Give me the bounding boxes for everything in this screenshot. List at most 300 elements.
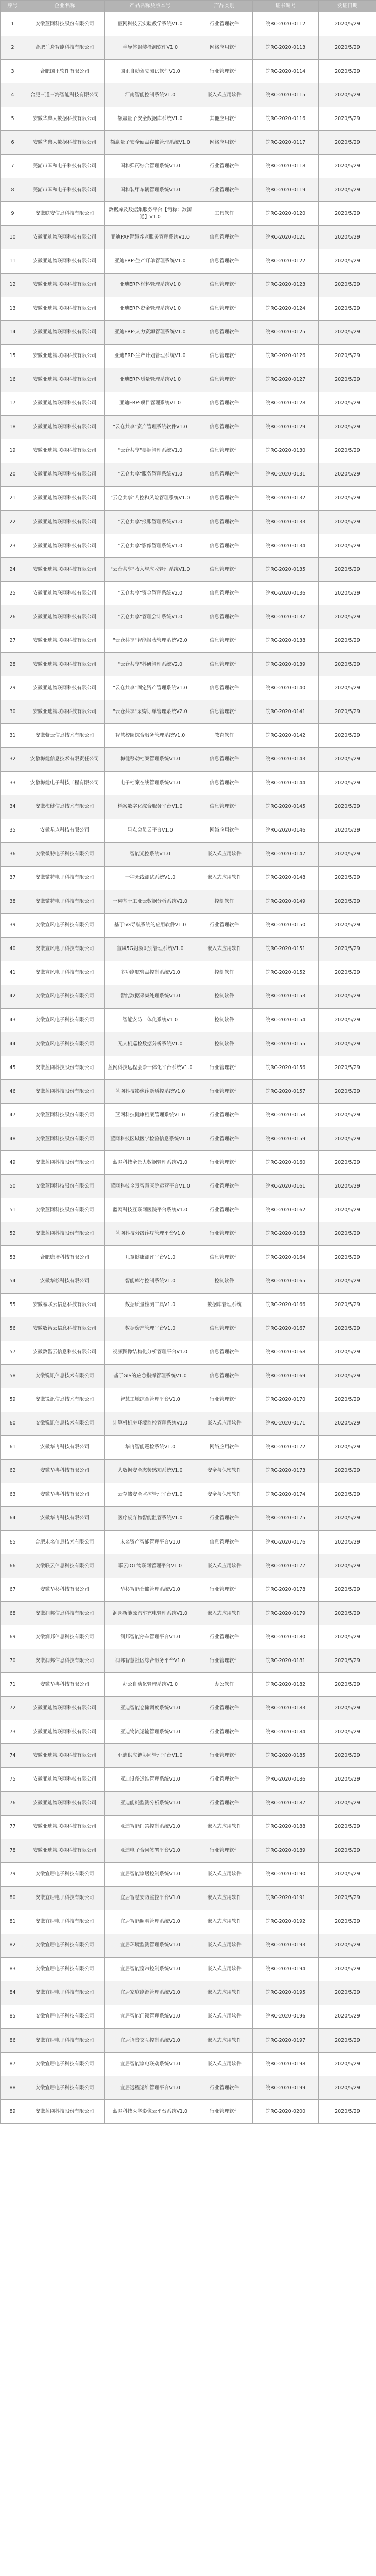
- cell-issue-date: 2020/5/29: [319, 368, 376, 392]
- header-company-name: 企业名称: [25, 1, 105, 12]
- table-header-row: [1, 1, 376, 12]
- cell-product-category: 信息管理软件: [196, 415, 253, 439]
- cell-index: 66: [1, 1554, 25, 1578]
- cell-issue-date: 2020/5/29: [319, 1815, 376, 1839]
- cell-issue-date: 2020/5/29: [319, 1673, 376, 1697]
- cell-issue-date: 2020/5/29: [319, 961, 376, 985]
- cell-product-name: 宜居智能家电联动系统V1.0: [105, 2053, 196, 2076]
- cell-index: 14: [1, 320, 25, 344]
- table-row: [1, 1720, 376, 1744]
- cell-certificate-number: 皖RC-2020-0184: [253, 1720, 319, 1744]
- cell-issue-date: 2020/5/29: [319, 2005, 376, 2028]
- cell-index: 28: [1, 653, 25, 676]
- cell-certificate-number: 皖RC-2020-0157: [253, 1080, 319, 1104]
- cell-product-name: 电子档案在线管理系统V1.0: [105, 771, 196, 795]
- table-row: [1, 653, 376, 676]
- cell-product-category: 嵌入式应用软件: [196, 83, 253, 107]
- cell-product-name: 润邦智慧社区综合服务平台V1.0: [105, 1649, 196, 1673]
- table-row: [1, 1246, 376, 1269]
- cell-issue-date: 2020/5/29: [319, 297, 376, 320]
- cell-index: 62: [1, 1459, 25, 1483]
- cell-product-name: 蓝网科技健康档案管理系统V1.0: [105, 1104, 196, 1127]
- cell-certificate-number: 皖RC-2020-0151: [253, 937, 319, 961]
- cell-certificate-number: 皖RC-2020-0149: [253, 890, 319, 913]
- cell-company-name: 安徽华杉科技有限公司: [25, 1578, 105, 1602]
- table-row: [1, 131, 376, 155]
- cell-issue-date: 2020/5/29: [319, 1293, 376, 1317]
- cell-certificate-number: 皖RC-2020-0199: [253, 2076, 319, 2100]
- table-row: [1, 1886, 376, 1910]
- cell-product-name: 蓝网科技全景智慧医院运营平台V1.0: [105, 1175, 196, 1198]
- cell-certificate-number: 皖RC-2020-0128: [253, 392, 319, 415]
- table-row: [1, 1483, 376, 1506]
- cell-company-name: 安徽亚迪物联网科技有限公司: [25, 582, 105, 605]
- table-row: [1, 1791, 376, 1815]
- cell-issue-date: 2020/5/29: [319, 439, 376, 463]
- cell-issue-date: 2020/5/29: [319, 415, 376, 439]
- cell-index: 45: [1, 1056, 25, 1080]
- cell-issue-date: 2020/5/29: [319, 510, 376, 534]
- cell-index: 52: [1, 1222, 25, 1246]
- cell-certificate-number: 皖RC-2020-0147: [253, 842, 319, 866]
- cell-certificate-number: 皖RC-2020-0140: [253, 676, 319, 700]
- cell-product-category: 行业管理软件: [196, 60, 253, 83]
- cell-company-name: 安徽亚迪物联网科技有限公司: [25, 392, 105, 415]
- cell-certificate-number: 皖RC-2020-0141: [253, 700, 319, 724]
- cell-issue-date: 2020/5/29: [319, 1697, 376, 1720]
- cell-issue-date: 2020/5/29: [319, 1412, 376, 1435]
- table-row: [1, 1862, 376, 1886]
- cell-product-category: 网络应用软件: [196, 1435, 253, 1459]
- cell-certificate-number: 皖RC-2020-0180: [253, 1625, 319, 1649]
- cell-product-category: 信息管理软件: [196, 486, 253, 510]
- cell-product-category: 嵌入式应用软件: [196, 937, 253, 961]
- cell-product-name: 润邦新能源汽车充电管理系统V1.0: [105, 1602, 196, 1625]
- cell-certificate-number: 皖RC-2020-0162: [253, 1198, 319, 1222]
- cell-certificate-number: 皖RC-2020-0114: [253, 60, 319, 83]
- cell-company-name: 安徽华冉科技有限公司: [25, 1506, 105, 1530]
- cell-company-name: 安徽宜居电子科技有限公司: [25, 2053, 105, 2076]
- table-row: [1, 1175, 376, 1198]
- cell-index: 40: [1, 937, 25, 961]
- cell-product-category: 嵌入式应用软件: [196, 1934, 253, 1957]
- cell-product-name: 大数据安全态势感知系统V1.0: [105, 1459, 196, 1483]
- cell-issue-date: 2020/5/29: [319, 1886, 376, 1910]
- cell-product-name: 星点会员云平台V1.0: [105, 819, 196, 842]
- cell-company-name: 安徽联云信息科技有限公司: [25, 1554, 105, 1578]
- cell-product-category: 信息管理软件: [196, 297, 253, 320]
- table-row: [1, 202, 376, 226]
- cell-product-category: 信息管理软件: [196, 1531, 253, 1554]
- cell-company-name: 安徽华冉科技有限公司: [25, 1435, 105, 1459]
- cell-issue-date: 2020/5/29: [319, 320, 376, 344]
- table-row: [1, 273, 376, 297]
- cell-company-name: 安徽亚迪物联网科技有限公司: [25, 415, 105, 439]
- cell-product-name: 亚迪智能门禁控制系统V1.0: [105, 1815, 196, 1839]
- table-row: [1, 36, 376, 60]
- cell-issue-date: 2020/5/29: [319, 700, 376, 724]
- cell-index: 38: [1, 890, 25, 913]
- cell-issue-date: 2020/5/29: [319, 1862, 376, 1886]
- cell-product-name: 江南智能控制系统V1.0: [105, 83, 196, 107]
- cell-product-category: 嵌入式应用软件: [196, 1815, 253, 1839]
- cell-certificate-number: 皖RC-2020-0169: [253, 1364, 319, 1388]
- cell-product-category: 行业管理软件: [196, 1198, 253, 1222]
- cell-product-name: 医疗废弃物智能监管系统V1.0: [105, 1506, 196, 1530]
- cell-company-name: 安徽蓝网科技股份有限公司: [25, 1080, 105, 1104]
- cell-product-name: 亚迪ERP-生产订单管理系统V1.0: [105, 249, 196, 273]
- cell-certificate-number: 皖RC-2020-0179: [253, 1602, 319, 1625]
- cell-product-name: 蓝网科技远程会诊一体化平台系统V1.0: [105, 1056, 196, 1080]
- cell-product-category: 网络应用软件: [196, 819, 253, 842]
- cell-product-category: 行业管理软件: [196, 12, 253, 36]
- cell-index: 31: [1, 724, 25, 748]
- cell-index: 22: [1, 510, 25, 534]
- cell-company-name: 安徽易联云信息科技有限公司: [25, 1293, 105, 1317]
- cell-issue-date: 2020/5/29: [319, 1246, 376, 1269]
- cell-product-name: 宜居家庭能源管理系统V1.0: [105, 1981, 196, 2005]
- cell-index: 70: [1, 1649, 25, 1673]
- table-row: [1, 320, 376, 344]
- cell-certificate-number: 皖RC-2020-0134: [253, 534, 319, 558]
- cell-issue-date: 2020/5/29: [319, 36, 376, 60]
- cell-index: 42: [1, 985, 25, 1008]
- table-row: [1, 368, 376, 392]
- table-row: [1, 1032, 376, 1056]
- cell-company-name: 安徽宣风电子科技有限公司: [25, 985, 105, 1008]
- cell-company-name: 安徽亚迪物联网科技有限公司: [25, 1815, 105, 1839]
- table-row: [1, 700, 376, 724]
- cell-product-name: 宜居智能家居控制系统V1.0: [105, 1862, 196, 1886]
- cell-index: 8: [1, 178, 25, 202]
- cell-product-category: 行业管理软件: [196, 1080, 253, 1104]
- cell-product-category: 信息管理软件: [196, 582, 253, 605]
- cell-company-name: 安徽蓝网科技股份有限公司: [25, 1151, 105, 1175]
- cell-issue-date: 2020/5/29: [319, 1435, 376, 1459]
- cell-index: 18: [1, 415, 25, 439]
- cell-company-name: 安徽亚迪物联网科技有限公司: [25, 605, 105, 629]
- cell-product-category: 信息管理软件: [196, 392, 253, 415]
- cell-issue-date: 2020/5/29: [319, 913, 376, 937]
- cell-index: 27: [1, 629, 25, 653]
- cell-index: 15: [1, 344, 25, 368]
- cell-product-name: 智能光控系统V1.0: [105, 842, 196, 866]
- cell-certificate-number: 皖RC-2020-0137: [253, 605, 319, 629]
- cell-product-name: 蓝网科技影像诊断质控系统V1.0: [105, 1080, 196, 1104]
- table-row: [1, 866, 376, 890]
- cell-index: 41: [1, 961, 25, 985]
- cell-product-name: "云仓共享"智能报表管理系统V2.0: [105, 629, 196, 653]
- table-row: [1, 1056, 376, 1080]
- cell-issue-date: 2020/5/29: [319, 344, 376, 368]
- cell-issue-date: 2020/5/29: [319, 1744, 376, 1768]
- cell-certificate-number: 皖RC-2020-0115: [253, 83, 319, 107]
- cell-product-name: 亚迪能耗监测分析系统V1.0: [105, 1791, 196, 1815]
- cell-product-category: 行业管理软件: [196, 1720, 253, 1744]
- cell-company-name: 安徽微特电子科技有限公司: [25, 842, 105, 866]
- table-row: [1, 724, 376, 748]
- table-row: [1, 1910, 376, 1934]
- table-row: [1, 1744, 376, 1768]
- cell-certificate-number: 皖RC-2020-0183: [253, 1697, 319, 1720]
- cell-product-category: 行业管理软件: [196, 1175, 253, 1198]
- cell-issue-date: 2020/5/29: [319, 1080, 376, 1104]
- cell-product-category: 行业管理软件: [196, 1625, 253, 1649]
- cell-issue-date: 2020/5/29: [319, 771, 376, 795]
- cell-index: 7: [1, 155, 25, 178]
- cell-company-name: 安徽联安信息科技有限公司: [25, 202, 105, 226]
- cell-certificate-number: 皖RC-2020-0170: [253, 1388, 319, 1412]
- cell-company-name: 安徽梅健信息技术有限公司: [25, 795, 105, 819]
- header-index: 序号: [1, 1, 25, 12]
- cell-product-name: 数据质量检测工具V1.0: [105, 1293, 196, 1317]
- cell-product-name: 宜居智能照明管理系统V1.0: [105, 1910, 196, 1934]
- cell-product-name: 蓝网科技云实验教学系统V1.0: [105, 12, 196, 36]
- cell-product-category: 信息管理软件: [196, 1246, 253, 1269]
- cell-product-category: 行业管理软件: [196, 1744, 253, 1768]
- cell-product-category: 嵌入式应用软件: [196, 1910, 253, 1934]
- cell-product-category: 行业管理软件: [196, 1151, 253, 1175]
- cell-issue-date: 2020/5/29: [319, 1388, 376, 1412]
- cell-product-name: 亚迪智能仓储调度系统V1.0: [105, 1697, 196, 1720]
- cell-company-name: 安徽微特电子科技有限公司: [25, 890, 105, 913]
- cell-issue-date: 2020/5/29: [319, 1483, 376, 1506]
- cell-index: 26: [1, 605, 25, 629]
- cell-company-name: 安徽亚迪物联网科技有限公司: [25, 344, 105, 368]
- cell-issue-date: 2020/5/29: [319, 1839, 376, 1862]
- cell-index: 67: [1, 1578, 25, 1602]
- table-row: [1, 1649, 376, 1673]
- cell-certificate-number: 皖RC-2020-0155: [253, 1032, 319, 1056]
- cell-index: 6: [1, 131, 25, 155]
- cell-certificate-number: 皖RC-2020-0125: [253, 320, 319, 344]
- cell-product-category: 网络应用软件: [196, 36, 253, 60]
- cell-index: 75: [1, 1768, 25, 1791]
- table-row: [1, 985, 376, 1008]
- cell-index: 87: [1, 2053, 25, 2076]
- cell-index: 76: [1, 1791, 25, 1815]
- table-row: [1, 1269, 376, 1293]
- cell-issue-date: 2020/5/29: [319, 1056, 376, 1080]
- table-row: [1, 178, 376, 202]
- cell-product-category: 嵌入式应用软件: [196, 1412, 253, 1435]
- cell-company-name: 安徽梅健电子科技工程有限公司: [25, 771, 105, 795]
- cell-certificate-number: 皖RC-2020-0194: [253, 1957, 319, 1981]
- cell-index: 25: [1, 582, 25, 605]
- cell-index: 88: [1, 2076, 25, 2100]
- cell-issue-date: 2020/5/29: [319, 392, 376, 415]
- cell-product-category: 信息管理软件: [196, 1364, 253, 1388]
- table-body: [1, 12, 376, 2124]
- cell-product-category: 行业管理软件: [196, 1104, 253, 1127]
- table-row: [1, 1008, 376, 1032]
- cell-product-category: 信息管理软件: [196, 629, 253, 653]
- cell-certificate-number: 皖RC-2020-0186: [253, 1768, 319, 1791]
- cell-product-category: 安全与保密软件: [196, 1459, 253, 1483]
- cell-issue-date: 2020/5/29: [319, 676, 376, 700]
- cell-issue-date: 2020/5/29: [319, 1175, 376, 1198]
- cell-company-name: 安徽华典大数据科技有限公司: [25, 131, 105, 155]
- cell-product-name: 亚迪ERP-质量管理系统V1.0: [105, 368, 196, 392]
- cell-product-name: 联云IOT物联网管理平台V1.0: [105, 1554, 196, 1578]
- cell-issue-date: 2020/5/29: [319, 1032, 376, 1056]
- cell-product-category: 信息管理软件: [196, 1341, 253, 1364]
- table-row: [1, 582, 376, 605]
- cell-certificate-number: 皖RC-2020-0163: [253, 1222, 319, 1246]
- cell-product-category: 行业管理软件: [196, 1839, 253, 1862]
- cell-certificate-number: 皖RC-2020-0154: [253, 1008, 319, 1032]
- cell-product-name: 蓝网科技互联网医院平台系统V1.0: [105, 1198, 196, 1222]
- cell-certificate-number: 皖RC-2020-0193: [253, 1934, 319, 1957]
- cell-product-category: 行业管理软件: [196, 1791, 253, 1815]
- cell-index: 32: [1, 748, 25, 771]
- cell-product-category: 信息管理软件: [196, 1317, 253, 1341]
- cell-product-category: 信息管理软件: [196, 344, 253, 368]
- cell-issue-date: 2020/5/29: [319, 131, 376, 155]
- cell-certificate-number: 皖RC-2020-0164: [253, 1246, 319, 1269]
- cell-product-name: 蓝网科技全景大数据管理系统V1.0: [105, 1151, 196, 1175]
- cell-index: 59: [1, 1388, 25, 1412]
- cell-company-name: 安徽蓝网科技股份有限公司: [25, 1056, 105, 1080]
- table-row: [1, 439, 376, 463]
- cell-issue-date: 2020/5/29: [319, 60, 376, 83]
- cell-certificate-number: 皖RC-2020-0171: [253, 1412, 319, 1435]
- cell-product-category: 信息管理软件: [196, 226, 253, 249]
- cell-company-name: 合肥三道三海智能科技有限公司: [25, 83, 105, 107]
- cell-issue-date: 2020/5/29: [319, 1720, 376, 1744]
- cell-issue-date: 2020/5/29: [319, 1625, 376, 1649]
- cell-product-name: 亚迪设备运维管理系统V1.0: [105, 1768, 196, 1791]
- cell-company-name: 安徽亚迪物联网科技有限公司: [25, 297, 105, 320]
- cell-company-name: 安徽蓝网科技股份有限公司: [25, 12, 105, 36]
- header-certificate-number: 证书编号: [253, 1, 319, 12]
- cell-certificate-number: 皖RC-2020-0190: [253, 1862, 319, 1886]
- cell-index: 85: [1, 2005, 25, 2028]
- cell-issue-date: 2020/5/29: [319, 842, 376, 866]
- cell-index: 43: [1, 1008, 25, 1032]
- cell-index: 64: [1, 1506, 25, 1530]
- cell-certificate-number: 皖RC-2020-0121: [253, 226, 319, 249]
- cell-product-name: 宣风5G射频识别管理系统V1.0: [105, 937, 196, 961]
- cell-issue-date: 2020/5/29: [319, 1791, 376, 1815]
- cell-certificate-number: 皖RC-2020-0161: [253, 1175, 319, 1198]
- cell-issue-date: 2020/5/29: [319, 1008, 376, 1032]
- cell-certificate-number: 皖RC-2020-0131: [253, 463, 319, 486]
- cell-company-name: 安徽华冉科技有限公司: [25, 1459, 105, 1483]
- cell-product-name: 智慧工地综合管理平台V1.0: [105, 1388, 196, 1412]
- cell-index: 13: [1, 297, 25, 320]
- cell-company-name: 安徽宜居电子科技有限公司: [25, 2028, 105, 2052]
- cell-product-name: 视频图像结构化分析管理平台V1.0: [105, 1341, 196, 1364]
- cell-issue-date: 2020/5/29: [319, 1104, 376, 1127]
- table-row: [1, 297, 376, 320]
- cell-product-name: 宜居环境监测管理系统V1.0: [105, 1934, 196, 1957]
- cell-issue-date: 2020/5/29: [319, 486, 376, 510]
- cell-issue-date: 2020/5/29: [319, 1578, 376, 1602]
- table-row: [1, 1506, 376, 1530]
- cell-certificate-number: 皖RC-2020-0112: [253, 12, 319, 36]
- cell-index: 34: [1, 795, 25, 819]
- table-row: [1, 1602, 376, 1625]
- table-row: [1, 1697, 376, 1720]
- cell-index: 48: [1, 1127, 25, 1151]
- cell-company-name: 安徽蓝网科技股份有限公司: [25, 1104, 105, 1127]
- cell-certificate-number: 皖RC-2020-0113: [253, 36, 319, 60]
- cell-certificate-number: 皖RC-2020-0189: [253, 1839, 319, 1862]
- cell-product-name: 宜居远程运维管理平台V1.0: [105, 2076, 196, 2100]
- cell-company-name: 安徽华冉科技有限公司: [25, 1483, 105, 1506]
- header-product-name: 产品名称及版本号: [105, 1, 196, 12]
- cell-index: 1: [1, 12, 25, 36]
- cell-issue-date: 2020/5/29: [319, 795, 376, 819]
- cell-issue-date: 2020/5/29: [319, 985, 376, 1008]
- cell-product-category: 行业管理软件: [196, 2100, 253, 2124]
- cell-product-category: 信息管理软件: [196, 463, 253, 486]
- cell-certificate-number: 皖RC-2020-0124: [253, 297, 319, 320]
- cell-index: 10: [1, 226, 25, 249]
- table-row: [1, 1934, 376, 1957]
- cell-certificate-number: 皖RC-2020-0177: [253, 1554, 319, 1578]
- cell-product-category: 控制软件: [196, 1269, 253, 1293]
- cell-certificate-number: 皖RC-2020-0129: [253, 415, 319, 439]
- cell-index: 30: [1, 700, 25, 724]
- cell-product-name: 华冉智能巡检系统V1.0: [105, 1435, 196, 1459]
- table-row: [1, 2028, 376, 2052]
- cell-product-category: 信息管理软件: [196, 249, 253, 273]
- cell-index: 11: [1, 249, 25, 273]
- cell-company-name: 安徽亚迪物联网科技有限公司: [25, 629, 105, 653]
- cell-issue-date: 2020/5/29: [319, 724, 376, 748]
- cell-product-name: 亚迪ERP-项目管理系统V1.0: [105, 392, 196, 415]
- cell-issue-date: 2020/5/29: [319, 273, 376, 297]
- cell-issue-date: 2020/5/29: [319, 1341, 376, 1364]
- table-row: [1, 1435, 376, 1459]
- cell-company-name: 安徽数智云信息科技有限公司: [25, 1341, 105, 1364]
- cell-issue-date: 2020/5/29: [319, 1602, 376, 1625]
- cell-product-name: "云仓共享"采购订单管理系统V2.0: [105, 700, 196, 724]
- cell-index: 3: [1, 60, 25, 83]
- cell-product-name: 国和装甲车辆管理系统V1.0: [105, 178, 196, 202]
- cell-index: 4: [1, 83, 25, 107]
- cell-product-category: 行业管理软件: [196, 155, 253, 178]
- table-row: [1, 1957, 376, 1981]
- cell-company-name: 安徽宣风电子科技有限公司: [25, 961, 105, 985]
- cell-certificate-number: 皖RC-2020-0159: [253, 1127, 319, 1151]
- cell-product-category: 控制软件: [196, 890, 253, 913]
- cell-product-name: "云仓共享"服务管理系统V1.0: [105, 463, 196, 486]
- cell-certificate-number: 皖RC-2020-0116: [253, 107, 319, 131]
- cell-company-name: 安徽微特电子科技有限公司: [25, 866, 105, 890]
- table-row: [1, 226, 376, 249]
- cell-index: 82: [1, 1934, 25, 1957]
- cell-index: 80: [1, 1886, 25, 1910]
- cell-company-name: 安徽锐讯信息技术有限公司: [25, 1364, 105, 1388]
- cell-certificate-number: 皖RC-2020-0196: [253, 2005, 319, 2028]
- cell-product-category: 行业管理软件: [196, 1578, 253, 1602]
- cell-issue-date: 2020/5/29: [319, 12, 376, 36]
- header-product-category: 产品类别: [196, 1, 253, 12]
- cell-company-name: 安徽锐讯信息技术有限公司: [25, 1412, 105, 1435]
- table-row: [1, 1459, 376, 1483]
- table-row: [1, 83, 376, 107]
- table-row: [1, 890, 376, 913]
- cell-product-name: 儿童健康测评平台V1.0: [105, 1246, 196, 1269]
- cell-product-category: 行业管理软件: [196, 178, 253, 202]
- cell-product-name: 档案数字化综合服务平台V1.0: [105, 795, 196, 819]
- cell-issue-date: 2020/5/29: [319, 1364, 376, 1388]
- cell-product-name: 智慧校园综合服务管理系统V1.0: [105, 724, 196, 748]
- cell-product-name: 国和弹药综合管理系统V1.0: [105, 155, 196, 178]
